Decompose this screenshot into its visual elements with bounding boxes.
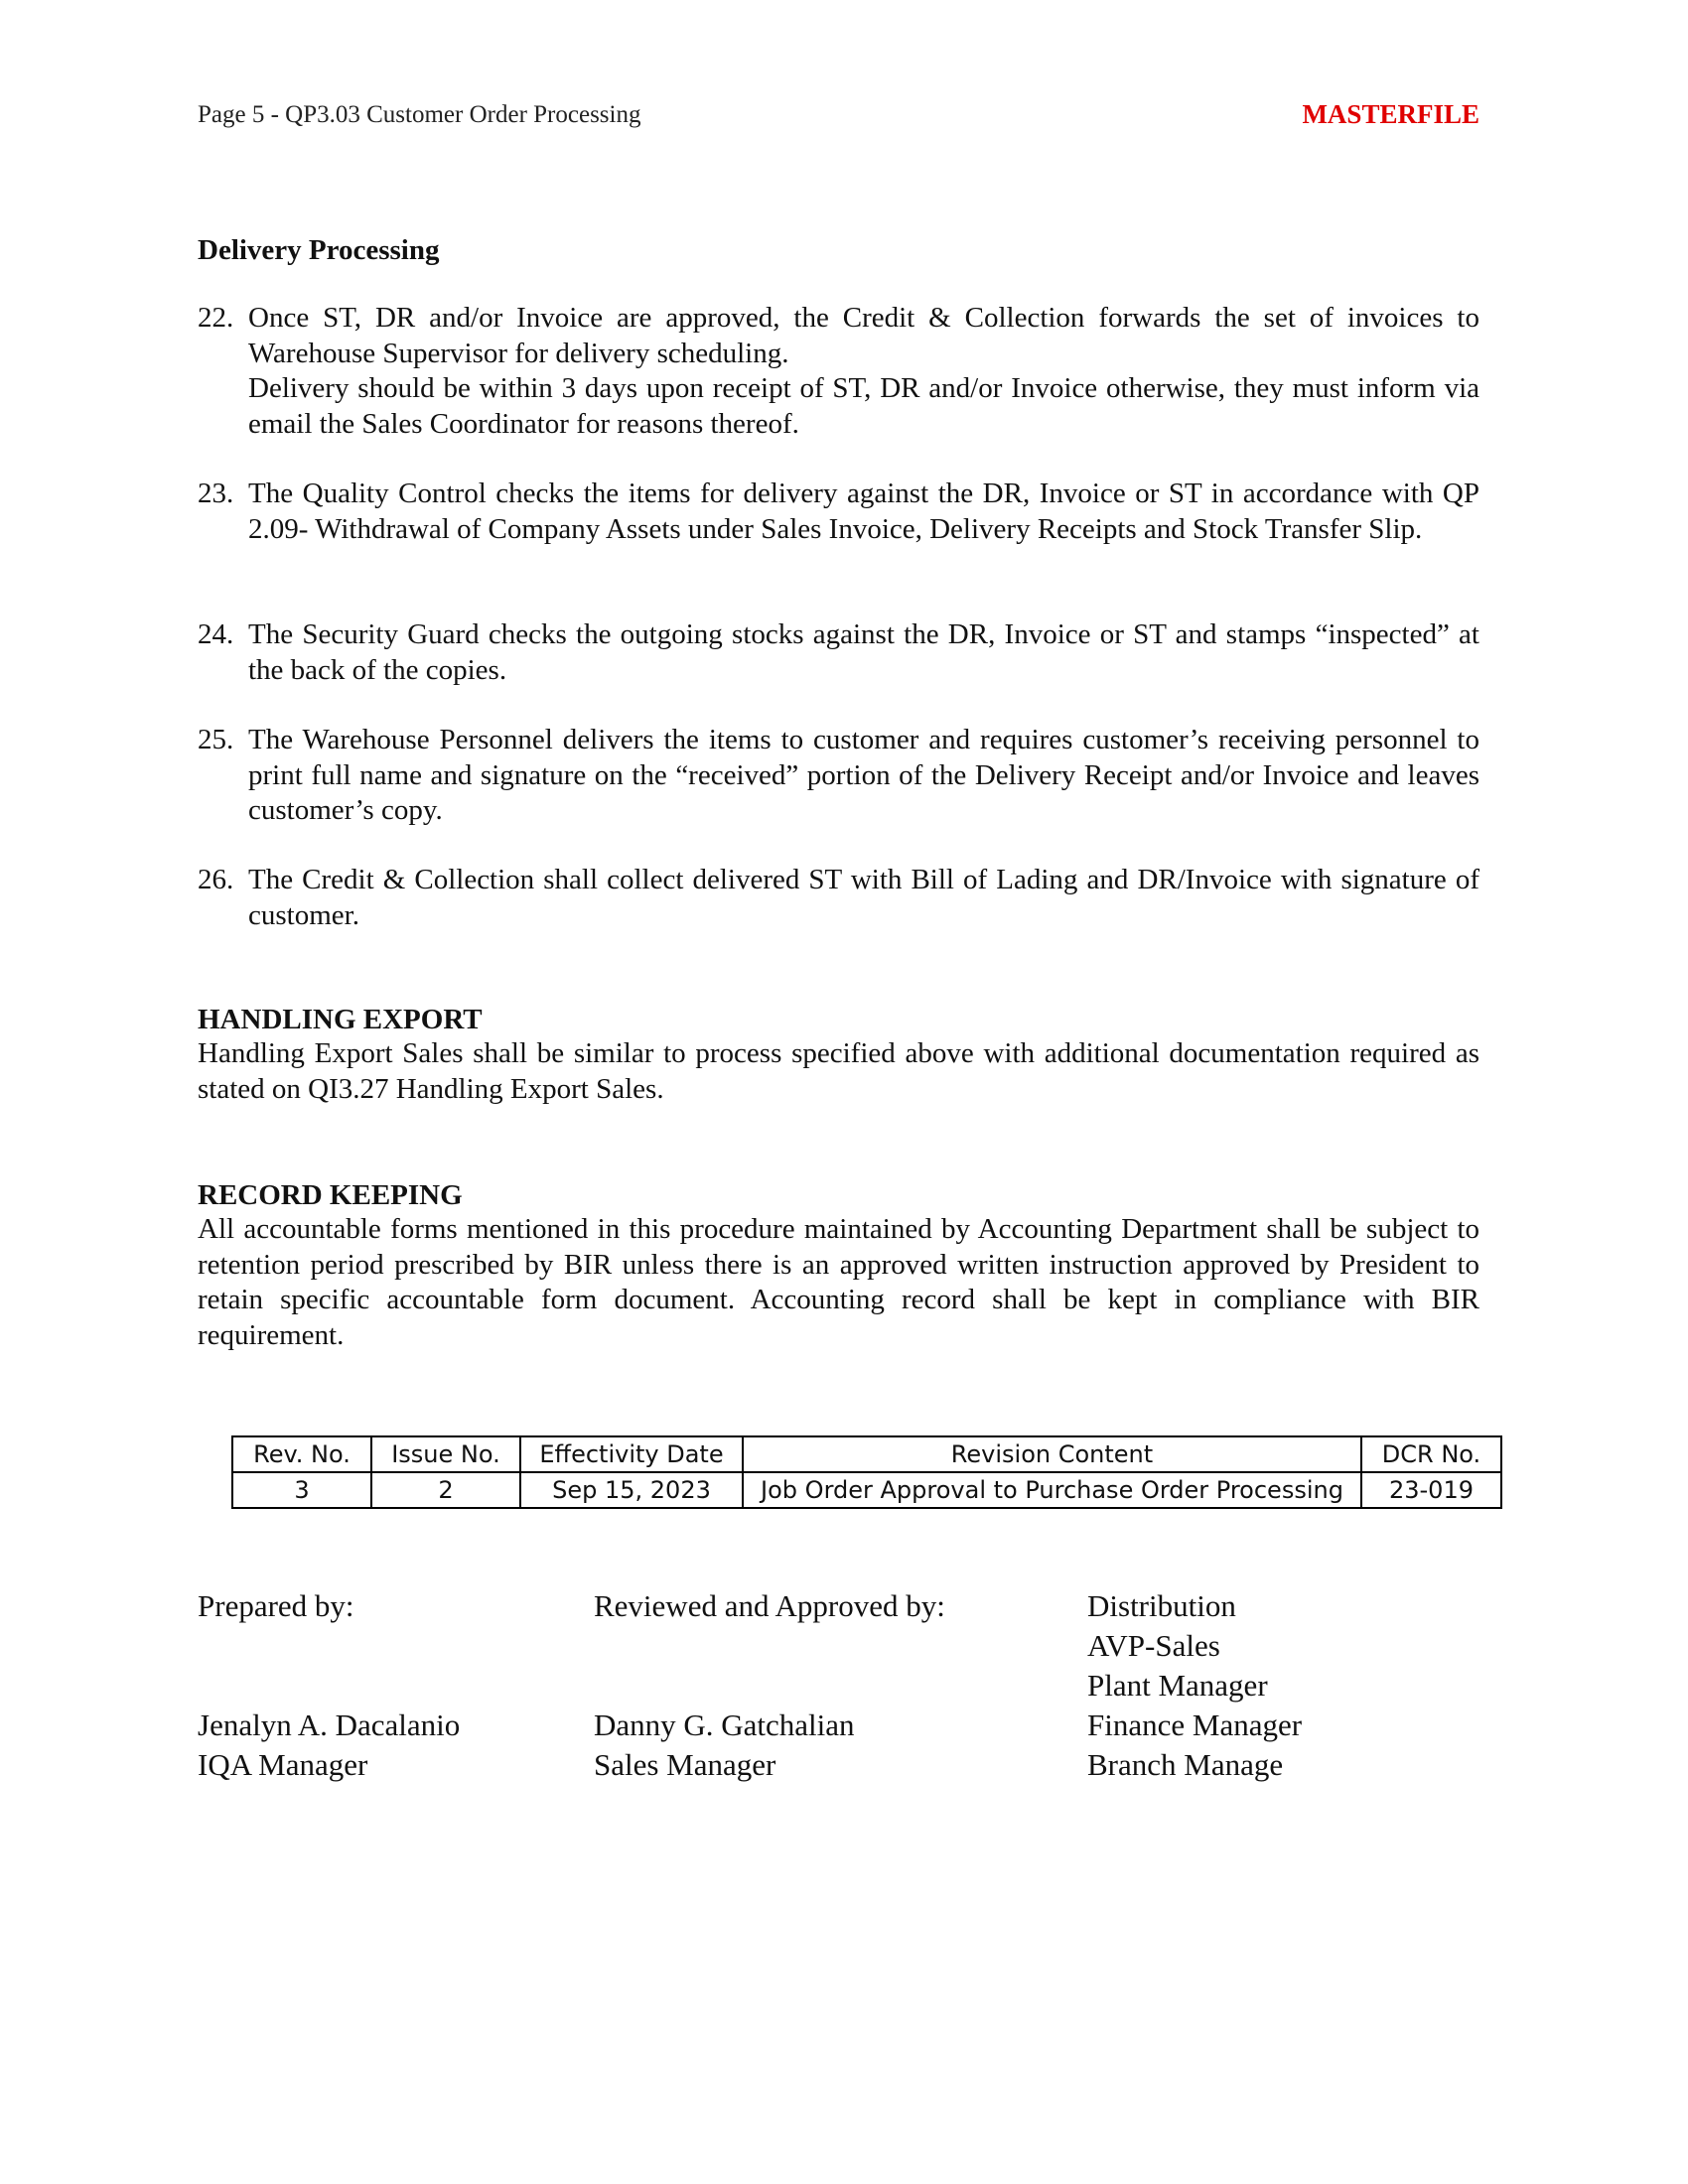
reviewed-by-title: Sales Manager — [594, 1747, 776, 1782]
table-cell: 3 — [232, 1472, 371, 1508]
section-heading-records: RECORD KEEPING — [198, 1179, 463, 1211]
table-row — [232, 1472, 1501, 1508]
table-cell: 23-019 — [1361, 1472, 1501, 1508]
distribution-block — [1087, 1586, 1302, 1785]
item-number: 22. — [198, 302, 234, 334]
distribution-item: Plant Manager — [1087, 1668, 1268, 1703]
page-header-title: Page 5 - QP3.03 Customer Order Processing — [198, 101, 641, 128]
export-paragraph: Handling Export Sales shall be similar to process specified above with additional documentation required as stated on QI3.27 Handling Export Sales. — [198, 1037, 1479, 1105]
list-item — [198, 477, 1479, 547]
table-cell: Sep 15, 2023 — [520, 1472, 743, 1508]
prepared-by-block — [198, 1586, 460, 1785]
prepared-by-label: Prepared by: — [198, 1588, 354, 1623]
section-heading-delivery: Delivery Processing — [198, 234, 440, 266]
item-text: Delivery should be within 3 days upon receipt of ST, DR and/or Invoice otherwise, they must inform via email the Sales Coordinator for reasons thereof. — [248, 372, 1479, 440]
distribution-label: Distribution — [1087, 1588, 1236, 1623]
column-header: Revision Content — [743, 1436, 1361, 1472]
column-header: Issue No. — [371, 1436, 520, 1472]
list-item — [198, 723, 1479, 829]
distribution-item: Finance Manager — [1087, 1707, 1303, 1742]
item-number: 23. — [198, 478, 234, 509]
table-cell: 2 — [371, 1472, 520, 1508]
column-header: Effectivity Date — [520, 1436, 743, 1472]
item-number: 24. — [198, 618, 234, 650]
distribution-item: Branch Manage — [1087, 1747, 1284, 1782]
table-header-row — [232, 1436, 1501, 1472]
prepared-by-title: IQA Manager — [198, 1747, 368, 1782]
records-paragraph: All accountable forms mentioned in this procedure maintained by Accounting Department shall be subject to retention period prescribed by BIR unless there is an approved written instruction approved by President to retain specific accountable form document. Accounting record shall be kept in compliance with BIR requirement. — [198, 1213, 1479, 1351]
distribution-item: AVP-Sales — [1087, 1628, 1220, 1663]
item-number: 25. — [198, 724, 234, 755]
reviewed-by-label: Reviewed and Approved by: — [594, 1588, 945, 1623]
item-text: The Quality Control checks the items for delivery against the DR, Invoice or ST in accordance with QP 2.09- Withdrawal of Company Assets under Sales Invoice, Delivery Receipts and Stock Transfer Slip. — [248, 478, 1479, 545]
revision-table — [231, 1435, 1502, 1509]
list-item — [198, 617, 1479, 688]
masterfile-label: MASTERFILE — [1302, 99, 1479, 129]
column-header: Rev. No. — [232, 1436, 371, 1472]
list-item — [198, 863, 1479, 933]
list-item — [198, 301, 1479, 442]
table-cell: Job Order Approval to Purchase Order Processing — [743, 1472, 1361, 1508]
item-text: The Warehouse Personnel delivers the items to customer and requires customer’s receiving personnel to print full name and signature on the “received” portion of the Delivery Receipt and/or Invoice and leaves customer’s copy. — [248, 724, 1479, 826]
prepared-by-name: Jenalyn A. Dacalanio — [198, 1707, 461, 1742]
reviewed-by-name: Danny G. Gatchalian — [594, 1707, 855, 1742]
reviewed-by-block — [594, 1586, 945, 1785]
column-header: DCR No. — [1361, 1436, 1501, 1472]
item-text: The Security Guard checks the outgoing stocks against the DR, Invoice or ST and stamps “inspected” at the back of the copies. — [248, 618, 1479, 686]
section-heading-export: HANDLING EXPORT — [198, 1004, 483, 1035]
item-text: The Credit & Collection shall collect delivered ST with Bill of Lading and DR/Invoice with signature of customer. — [248, 864, 1479, 931]
item-number: 26. — [198, 864, 234, 895]
item-text: Once ST, DR and/or Invoice are approved, the Credit & Collection forwards the set of invoices to Warehouse Supervisor for delivery scheduling. — [248, 302, 1479, 369]
